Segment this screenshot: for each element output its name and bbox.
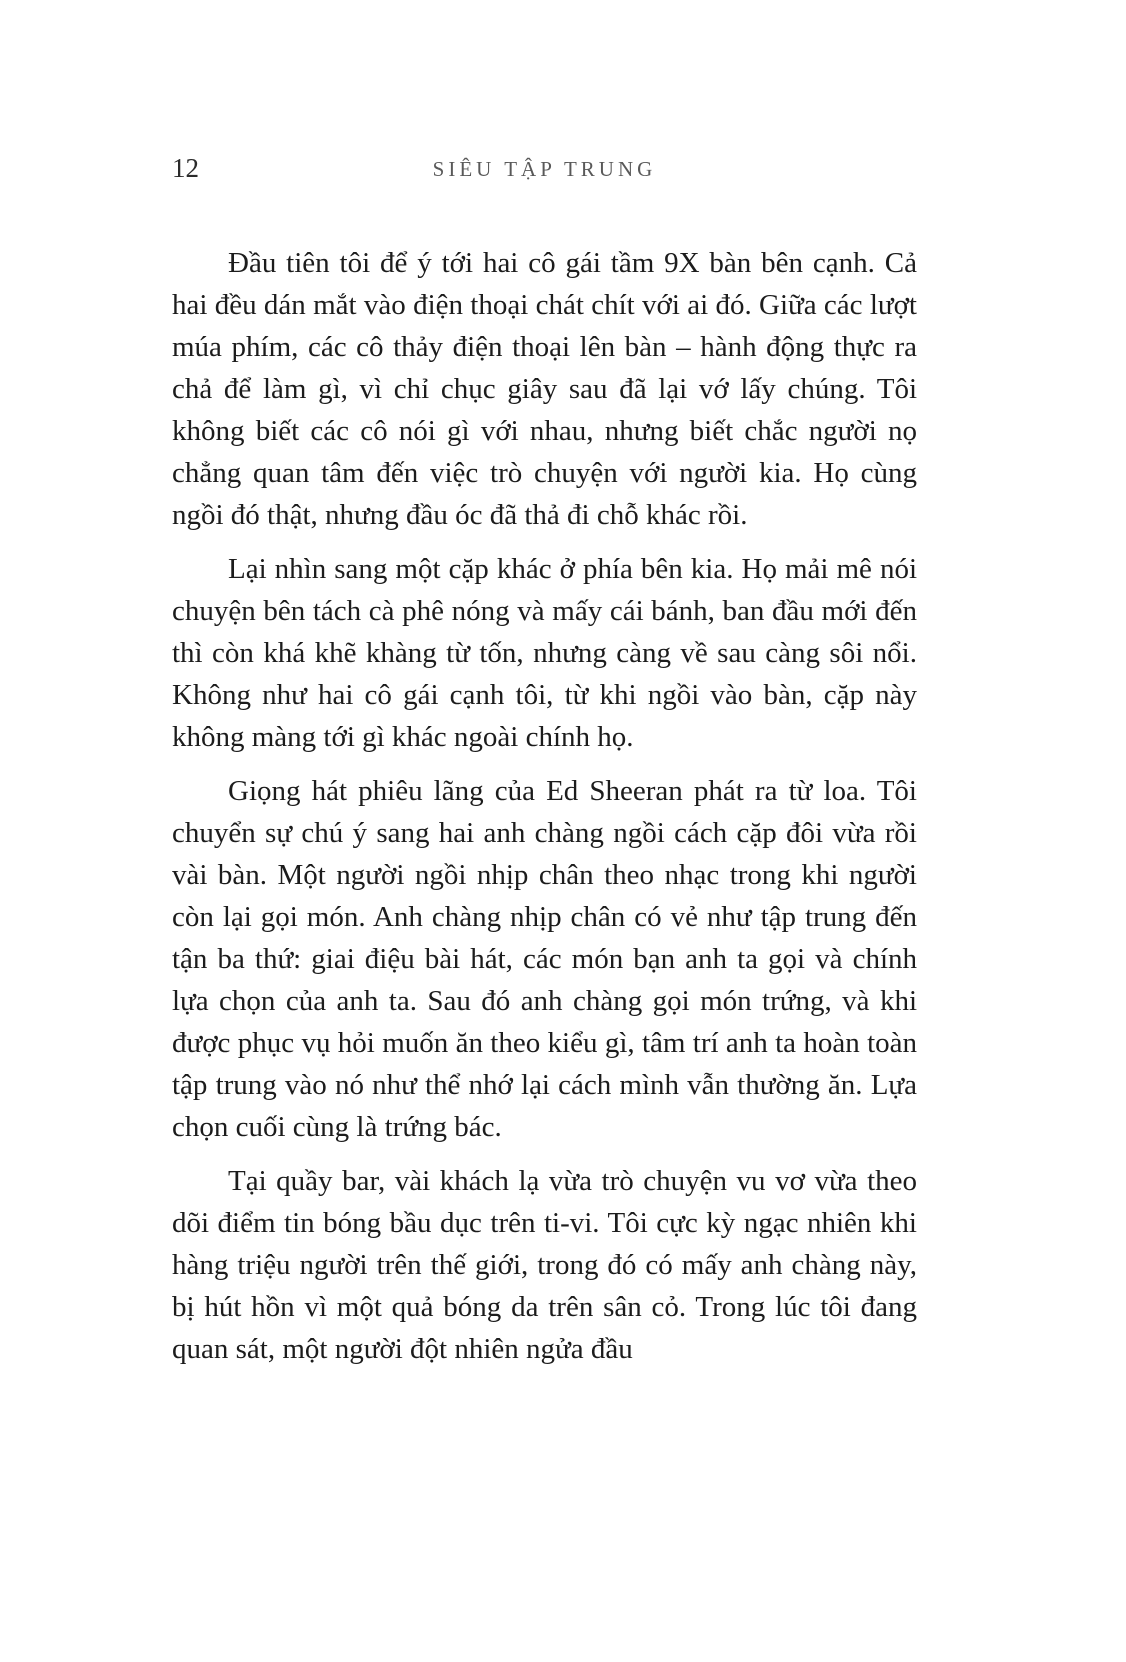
running-title: SIÊU TẬP TRUNG: [432, 157, 657, 181]
paragraph-2: Lại nhìn sang một cặp khác ở phía bên kia. Họ mải mê nói chuyện bên tách cà phê nóng và mấy cái bánh, ban đầu mới đến thì còn khá khẽ khàng từ tốn, nhưng càng về sau càng sôi nổi. Không như hai cô gái cạnh tôi, từ khi ngồi vào bàn, cặp này không màng tới gì khác ngoài chính họ.: [172, 553, 917, 753]
page-number: 12: [172, 153, 199, 183]
paragraph-3: Giọng hát phiêu lãng của Ed Sheeran phát ra từ loa. Tôi chuyển sự chú ý sang hai anh chàng ngồi cách cặp đôi vừa rồi vài bàn. Một người ngồi nhịp chân theo nhạc trong khi người còn lại gọi món. Anh chàng nhịp chân có vẻ như tập trung đến tận ba thứ: giai điệu bài hát, các món bạn anh ta gọi và chính lựa chọn của anh ta. Sau đó anh chàng gọi món trứng, và khi được phục vụ hỏi muốn ăn theo kiểu gì, tâm trí anh ta hoàn toàn tập trung vào nó như thể nhớ lại cách mình vẫn thường ăn. Lựa chọn cuối cùng là trứng bác.: [172, 775, 917, 1143]
paragraph-1: Đầu tiên tôi để ý tới hai cô gái tầm 9X bàn bên cạnh. Cả hai đều dán mắt vào điện thoại chát chít với ai đó. Giữa các lượt múa phím, các cô thảy điện thoại lên bàn – hành động thực ra chả để làm gì, vì chỉ chục giây sau đã lại vớ lấy chúng. Tôi không biết các cô nói gì với nhau, nhưng biết chắc người nọ chẳng quan tâm đến việc trò chuyện với người kia. Họ cùng ngồi đó thật, nhưng đầu óc đã thả đi chỗ khác rồi.: [172, 247, 917, 531]
page-header: [172, 150, 917, 184]
paragraph-4: Tại quầy bar, vài khách lạ vừa trò chuyện vu vơ vừa theo dõi điểm tin bóng bầu dục trên ti-vi. Tôi cực kỳ ngạc nhiên khi hàng triệu người trên thế giới, trong đó có mấy anh chàng này, bị hút hồn vì một quả bóng da trên sân cỏ. Trong lúc tôi đang quan sát, một người đột nhiên ngửa đầu: [172, 1165, 917, 1365]
page-body: [172, 242, 917, 1370]
text-column: [172, 150, 917, 1370]
